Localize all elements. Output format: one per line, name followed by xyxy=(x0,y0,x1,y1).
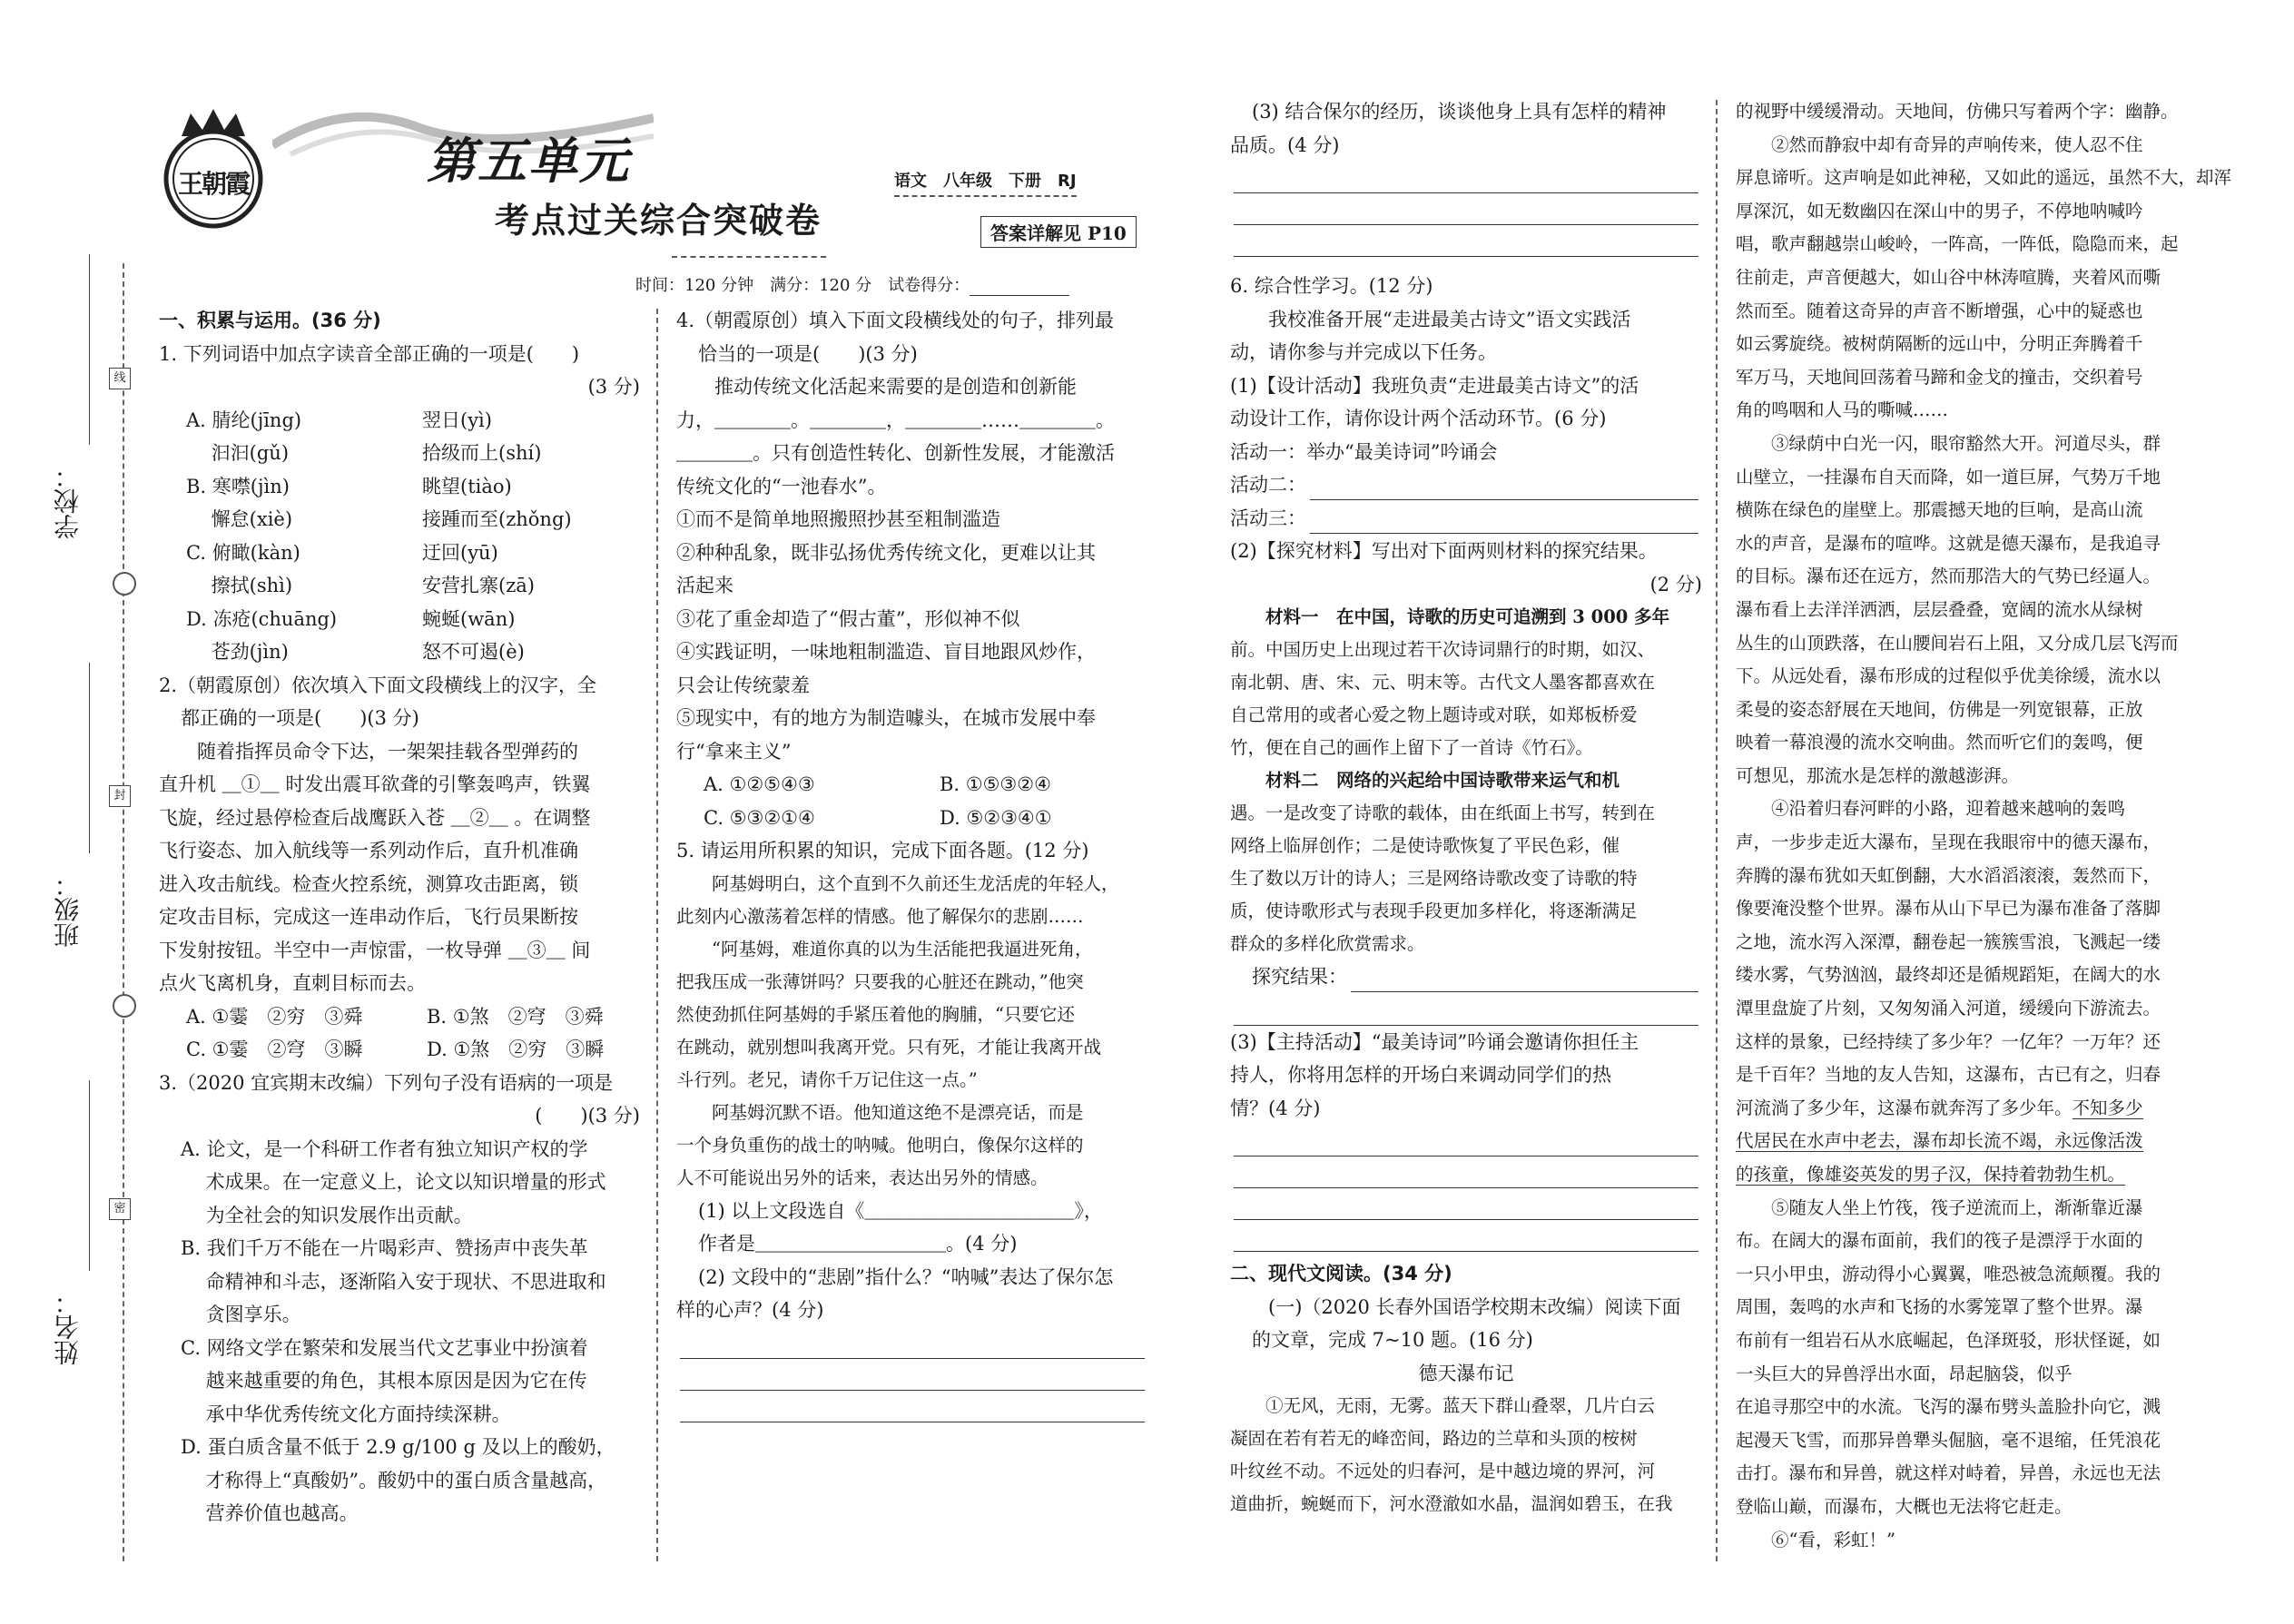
article-para-1 xyxy=(1230,1390,1702,1521)
excerpt-line: 斗行列。老兄，请你千万记住这一点。” xyxy=(676,1068,978,1090)
question-6-2: (2)【探究材料】写出对下面两则材料的探究结果。 xyxy=(1230,540,1658,562)
material-line: 生了数以万计的诗人；三是网络诗歌改变了诗歌的特 xyxy=(1230,868,1638,889)
answer-line[interactable] xyxy=(1234,1220,1698,1252)
option-row: 懈怠(xiè) 接踵而至(zhǒng) xyxy=(186,508,572,530)
question-6-intro: 我校准备开展“走进最美古诗文”语文实践活 xyxy=(1268,308,1631,330)
sentence-item: 活起来 xyxy=(676,575,733,596)
question-2-cont: 都正确的一项是( )(3 分) xyxy=(181,707,419,729)
option-row[interactable]: A. ①霎 ②穷 ③舜 B. ①煞 ②穹 ③舜 xyxy=(186,1005,604,1028)
reading-intro-cont: 的文章，完成 7~10 题。(16 分) xyxy=(1252,1329,1533,1351)
passage-line: 随着指挥员命令下达，一架架挂载各型弹药的 xyxy=(197,740,578,763)
article-line: 丛生的山顶跌落，在山腰间岩石上阻，又分成几层飞泻而 xyxy=(1736,632,2179,654)
question-5-1: (1) 以上文段选自《＿＿＿＿＿＿＿＿＿＿＿》， xyxy=(698,1199,1103,1222)
passage-line: 推动传统文化活起来需要的是创造和创新能 xyxy=(714,376,1077,398)
article-line: 唱，歌声翻越崇山峻岭，一阵高，一阵低，隐隐而来，起 xyxy=(1736,233,2179,255)
question-4-cont: 恰当的一项是( )(3 分) xyxy=(698,342,918,365)
option-row[interactable]: C. 俯瞰(kàn) 迂回(yū) xyxy=(186,541,498,564)
answer-line[interactable] xyxy=(1234,162,1698,193)
excerpt-line: 然使劲抓住阿基姆的手紧压着他的胸脯，“只要它还 xyxy=(676,1003,1075,1025)
option-line[interactable]: B. 我们千万不能在一片喝彩声、赞扬声中丧失革 xyxy=(181,1237,588,1259)
material-line: 网络上临屏创作；二是使诗歌恢复了平民色彩，催 xyxy=(1230,835,1620,856)
material-line: 群众的多样化欣赏需求。 xyxy=(1230,933,1425,954)
passage-line: 传统文化的“一池春水”。 xyxy=(676,475,887,497)
question-6: 6. 综合性学习。(12 分) xyxy=(1230,275,1433,297)
excerpt-line: 把我压成一张薄饼吗？只要我的心脏还在跳动，”他突 xyxy=(676,970,1084,992)
material-2 xyxy=(1230,764,1702,960)
option-row: 汩汩(gǔ) 拾级而上(shí) xyxy=(186,442,542,464)
material-line: 材料一 在中国，诗歌的历史可追溯到 3 000 多年 xyxy=(1265,606,1670,627)
sentence-item: 行“拿来主义” xyxy=(676,740,792,763)
option-row: 擦拭(shì) 安营扎寨(zā) xyxy=(186,575,535,596)
logo-emblem xyxy=(159,104,268,231)
side-mark-mi: 密 xyxy=(109,1198,131,1220)
option-line[interactable]: C. 网络文学在繁荣和发展当代文艺事业中扮演着 xyxy=(181,1336,588,1359)
option-line: 承中华优秀传统文化方面持续深耕。 xyxy=(181,1403,511,1425)
answer-line[interactable] xyxy=(1234,193,1698,225)
underlined-text: 代居民在水声中老去，瀑布却长流不竭，永远像活泼 xyxy=(1736,1130,2143,1152)
article-line: 军万马，天地间回荡着马蹄和金戈的撞击，交织着号 xyxy=(1736,366,2143,388)
excerpt-line: 阿基姆沉默不语。他知道这绝不是漂亮话，而是 xyxy=(712,1101,1084,1123)
question-5-2-cont: 样的心声？(4 分) xyxy=(676,1299,824,1321)
exam-info xyxy=(635,272,1069,296)
reading-intro: (一)（2020 长春外国语学校期末改编）阅读下面 xyxy=(1268,1295,1681,1318)
sentence-item: ①而不是简单地照搬照抄甚至粗制滥造 xyxy=(676,508,1000,530)
result-row xyxy=(1230,960,1702,994)
article-line: 缕水雾，气势汹汹，最终却还是循规蹈矩，在阔大的水 xyxy=(1736,964,2161,986)
question-6-1-cont: 动设计工作，请你设计两个活动环节。(6 分) xyxy=(1230,408,1607,429)
article-line: 映着一幕浪漫的流水交响曲。然而听它们的轰鸣，便 xyxy=(1736,732,2143,753)
article-line xyxy=(1736,1092,2271,1126)
article-line: 一头巨大的异兽浮出水面，昂起脑袋，似乎 xyxy=(1736,1363,2072,1384)
article-line: 布前有一组岩石从水底崛起，色泽斑驳，形状怪诞，如 xyxy=(1736,1329,2161,1351)
excerpt-line: 阿基姆明白，这个直到不久前还生龙活虎的年轻人， xyxy=(712,872,1119,894)
option-line[interactable]: D. 蛋白质含量不低于 2.9 g/100 g 及以上的酸奶， xyxy=(181,1436,615,1458)
question-6-3: (3)【主持活动】“最美诗词”吟诵会邀请你担任主 xyxy=(1230,1030,1639,1053)
section-heading: 一、积累与运用。(36 分) xyxy=(159,310,381,331)
excerpt-line: 一个身负重伤的战士的呐喊。他明白，像保尔这样的 xyxy=(676,1134,1084,1156)
side-class-label: 班级： xyxy=(53,871,83,948)
article-line: 之地，流水泻入深潭，翻卷起一簇簇雪浪，飞溅起一缕 xyxy=(1736,930,2161,952)
passage-line: 直升机 ＿①＿ 时发出震耳欲聋的引擎轰鸣声，铁翼 xyxy=(159,773,591,795)
option-line: 为全社会的知识发展作出贡献。 xyxy=(181,1204,473,1226)
passage-line: ＿＿＿＿。只有创造性转化、创新性发展，才能激活 xyxy=(676,442,1115,464)
activity-3-row xyxy=(1230,502,1702,536)
question-5-2: (2) 文段中的“悲剧”指什么？“呐喊”表达了保尔怎 xyxy=(698,1265,1114,1288)
material-1 xyxy=(1230,601,1702,764)
question-6-3-cont: 持人，你将用怎样的开场白来调动同学们的热 xyxy=(1230,1064,1611,1086)
option-line: 术成果。在一定意义上，论文以知识增量的形式 xyxy=(181,1171,606,1193)
result-label: 探究结果： xyxy=(1252,966,1347,988)
passage-line: 下发射按钮。半空中一声惊雷，一枚导弹 ＿③＿ 间 xyxy=(159,939,591,961)
article-line: 角的鸣咽和人马的嘶喊…… xyxy=(1736,399,1949,421)
material-line: 材料二 网络的兴起给中国诗歌带来运气和机 xyxy=(1265,770,1620,791)
activity-2-label: 活动二： xyxy=(1230,474,1306,496)
result-input[interactable] xyxy=(1351,960,1698,992)
article-line: 是千百年？当地的友人告知，这瀑布，古已有之，归春 xyxy=(1736,1064,2161,1086)
question-1-points: (3 分) xyxy=(587,376,640,398)
article-line: 一只小甲虫，游动得小心翼翼，唯恐被急流颠覆。我的 xyxy=(1736,1263,2161,1284)
activity-2-row xyxy=(1230,468,1702,502)
column-2 xyxy=(676,304,1148,1422)
passage-line: 点火飞离机身，直刺目标而去。 xyxy=(159,972,426,994)
article-line: ②然而静寂中却有奇异的声响传来，使人忍不住 xyxy=(1736,133,2143,155)
question-6-2-points: (2 分) xyxy=(1649,573,1702,595)
question-1: 1. 下列词语中加点字读音全部正确的一项是( ) xyxy=(159,342,580,365)
column-1 xyxy=(159,304,640,1530)
question-1-options xyxy=(159,404,640,669)
question-6-intro-cont: 动，请你参与并完成以下任务。 xyxy=(1230,341,1497,363)
option-line: 命精神和斗志，逐渐陷入安于现状、不思进取和 xyxy=(181,1270,606,1293)
article-text: 河流淌了多少年，这瀑布就奔泻了多少年。 xyxy=(1736,1097,2072,1118)
sentence-item: 只会让传统蒙羞 xyxy=(676,674,810,696)
article-line xyxy=(1736,1125,2271,1158)
material-line: 竹，便在自己的画作上留下了一首诗《竹石》。 xyxy=(1230,737,1593,758)
answer-line[interactable] xyxy=(1234,1156,1698,1188)
article-line: 柔曼的姿态舒展在天地间，仿佛是一列宽银幕，正放 xyxy=(1736,698,2143,720)
question-6-3-cont: 情？(4 分) xyxy=(1230,1097,1321,1119)
underlined-text: 的孩童，像雄姿英发的男子汉，保持着勃勃生机。 xyxy=(1736,1164,2126,1185)
article-line: 这样的景象，已经持续了多少年？一亿年？一万年？还 xyxy=(1736,1030,2161,1052)
sentence-item: ④实践证明，一味地粗制滥造、盲目地跟风炒作， xyxy=(676,641,1096,663)
excerpt-line: 在跳动，就别想叫我离开党。只有死，才能让我离开战 xyxy=(676,1036,1102,1058)
sentence-item: ⑤现实中，有的地方为制造噱头，在城市发展中奉 xyxy=(676,707,1096,729)
option-line: 越来越重要的角色，其根本原因是因为它在传 xyxy=(181,1370,587,1392)
question-2: 2.（朝霞原创）依次填入下面文段横线上的汉字，全 xyxy=(159,674,597,696)
option-row[interactable]: A. ①②⑤④③ B. ①⑤③②④ xyxy=(704,773,1051,795)
answer-line[interactable] xyxy=(680,1327,1145,1359)
option-row: 苍劲(jìn) 怒不可遏(è) xyxy=(186,641,525,663)
activity-1: 活动一：举办“最美诗词”吟诵会 xyxy=(1230,440,1498,463)
option-row[interactable]: C. ①霎 ②穹 ③瞬 D. ①煞 ②穷 ③瞬 xyxy=(186,1038,605,1060)
article-line: 布。在阔大的瀑布面前，我们的筏子是漂浮于水面的 xyxy=(1736,1230,2143,1252)
subtitle-underline xyxy=(672,256,826,258)
excerpt-line: 此刻内心激荡着怎样的情感。他了解保尔的悲剧…… xyxy=(676,905,1084,927)
answer-line[interactable] xyxy=(1234,1188,1698,1220)
article-line: 横陈在绿色的崖壁上。那震撼天地的巨响，是高山流 xyxy=(1736,499,2143,521)
article-line: 往前走，声音便越大，如山谷中林涛喧腾，夹着风而嘶 xyxy=(1736,266,2161,288)
option-row[interactable]: A. 腈纶(jīng) 翌日(yì) xyxy=(186,408,492,431)
side-mark-feng: 封 xyxy=(109,785,131,807)
question-5-1-cont: 作者是＿＿＿＿＿＿＿＿＿＿。(4 分) xyxy=(698,1233,1018,1255)
article-title: 德天瀑布记 xyxy=(1418,1362,1514,1384)
article-line: ⑥“看，彩虹！” xyxy=(1736,1529,1895,1550)
option-line: 营养价值也越高。 xyxy=(181,1502,359,1524)
article-line: 叶纹丝不动。不远处的归春河，是中越边境的界河，河 xyxy=(1230,1461,1656,1481)
article-line: 下。从远处看，瀑布形成的过程似乎优美徐缓，流水以 xyxy=(1736,665,2161,687)
option-row[interactable]: C. ⑤③②①④ D. ⑤②③④① xyxy=(704,806,1052,829)
passage-line: 进入攻击航线。检查火控系统，测算攻击距离，锁 xyxy=(159,872,578,895)
activity-2-input[interactable] xyxy=(1310,468,1698,500)
answer-line[interactable] xyxy=(1234,994,1698,1026)
novel-excerpt xyxy=(676,868,1148,1195)
exam-subtitle: 考点过关综合突破卷 xyxy=(495,200,822,241)
article-line: 瀑布看上去洋洋洒洒，层层叠叠，宽阔的流水从绿树 xyxy=(1736,598,2143,620)
option-line: 贪图享乐。 xyxy=(181,1304,301,1325)
material-line: 质，使诗歌形式与表现手段更加多样化，将逐渐满足 xyxy=(1230,901,1638,921)
question-4: 4.（朝霞原创）填入下面文段横线处的句子，排列最 xyxy=(676,310,1115,331)
article-line: 屏息谛听。这声响是如此神秘，又如此的遥远，虽然不大，却浑 xyxy=(1736,167,2232,189)
material-line: 自己常用的或者心爱之物上题诗或对联，如郑板桥爱 xyxy=(1230,704,1638,725)
exam-info-text: 时间：120 分钟 满分：120 分 试卷得分： xyxy=(635,276,970,295)
question-5-3: (3) 结合保尔的经历，谈谈他身上具有怎样的精神 xyxy=(1252,101,1667,123)
passage-line: 飞旋，经过悬停检查后战鹰跃入苍 ＿②＿ 。在调整 xyxy=(159,806,591,829)
option-line[interactable]: A. 论文，是一个科研工作者有独立知识产权的学 xyxy=(181,1137,588,1160)
binding-hole-icon xyxy=(113,572,136,595)
question-6-1: (1)【设计活动】我班负责“走进最美古诗文”的活 xyxy=(1230,374,1639,397)
question-3-cont: ( )(3 分) xyxy=(535,1105,640,1127)
material-line: 南北朝、唐、宋、元、明末等。古代文人墨客都喜欢在 xyxy=(1230,672,1656,693)
article-line: 潭里盘旋了片刻，又匆匆涌入河道，缓缓向下游流去。 xyxy=(1736,998,2161,1019)
material-line: 遇。一是改变了诗歌的载体，由在纸面上书写，转到在 xyxy=(1230,802,1656,823)
side-class-line xyxy=(89,663,90,853)
answer-line[interactable] xyxy=(680,1359,1145,1391)
meta-tag: 语文 八年级 下册 RJ xyxy=(894,168,1077,197)
answer-reference: 答案详解见 P10 xyxy=(980,216,1137,248)
unit-title: 第五单元 xyxy=(427,133,630,190)
passage-line: 定攻击目标，完成这一连串动作后，飞行员果断按 xyxy=(159,906,578,928)
column-divider xyxy=(1716,100,1718,1561)
article-line: 然而至。随着这奇异的声音不断增强，心中的疑惑也 xyxy=(1736,300,2143,321)
side-school-label: 学校： xyxy=(53,463,83,539)
option-row[interactable]: B. 寒噤(jìn) 眺望(tiào) xyxy=(186,475,512,497)
logo-text: 王朝霞 xyxy=(177,169,249,199)
excerpt-line: 人不可能说出另外的话来，表达出另外的情感。 xyxy=(676,1166,1049,1188)
section-heading: 二、现代文阅读。(34 分) xyxy=(1230,1263,1452,1284)
article-line: 的视野中缓缓滑动。天地间，仿佛只写着两个字：幽静。 xyxy=(1736,101,2179,122)
answer-line[interactable] xyxy=(1234,1125,1698,1156)
article-line: 可想见，那流水是怎样的激越澎湃。 xyxy=(1736,764,2020,786)
passage-line: 力，＿＿＿＿。＿＿＿＿，＿＿＿＿……＿＿＿＿。 xyxy=(676,408,1115,431)
article-line: 水的声音，是瀑布的喧哗。这就是德天瀑布，是我追寻 xyxy=(1736,532,2161,554)
activity-3-input[interactable] xyxy=(1310,502,1698,534)
article-line: 奔腾的瀑布犹如天虹倒翻，大水滔滔滚滚，轰然而下， xyxy=(1736,864,2161,886)
activity-3-label: 活动三： xyxy=(1230,507,1306,529)
binding-margin-line xyxy=(123,263,124,1561)
excerpt-line: “阿基姆，难道你真的以为生活能把我逼进死角， xyxy=(712,938,1093,960)
side-mark-xian: 线 xyxy=(109,368,131,389)
article-line: ③绿荫中白光一闪，眼帘豁然大开。河道尽头，群 xyxy=(1736,432,2161,454)
question-3: 3.（2020 宜宾期末改编）下列句子没有语病的一项是 xyxy=(159,1071,614,1094)
article-line: 如云雾旋绕。被树荫隔断的远山中，分明正奔腾着千 xyxy=(1736,333,2143,355)
side-name-label: 姓名： xyxy=(53,1289,83,1365)
article-line: 像要淹没整个世界。瀑布从山下早已为瀑布准备了落脚 xyxy=(1736,898,2161,920)
option-row[interactable]: D. 冻疮(chuāng) 蜿蜒(wān) xyxy=(186,607,516,630)
underlined-text: 不知多少 xyxy=(2072,1097,2143,1118)
question-5-3-cont: 品质。(4 分) xyxy=(1230,133,1340,156)
article-line: 的目标。瀑布还在远方，然而那浩大的气势已经逼人。 xyxy=(1736,566,2161,587)
article-line: 登临山巅，而瀑布，大概也无法将它赶走。 xyxy=(1736,1495,2072,1517)
article-line xyxy=(1736,1158,2271,1192)
option-line: 才称得上“真酸奶”。酸奶中的蛋白质含量越高， xyxy=(181,1469,607,1491)
article-line: 击打。瀑布和异兽，就这样对峙着，异兽，永远也无法 xyxy=(1736,1462,2161,1484)
article-line: ①无风，无雨，无雾。蓝天下群山叠翠，几片白云 xyxy=(1265,1395,1656,1416)
article-line: 山壁立，一挂瀑布自天而降，如一道巨屏，气势万千地 xyxy=(1736,466,2161,487)
article-line: 声，一步步走近大瀑布，呈现在我眼帘中的德天瀑布， xyxy=(1736,832,2161,853)
answer-line[interactable] xyxy=(680,1391,1145,1422)
article-line: ⑤随友人坐上竹筏，筏子逆流而上，渐渐靠近瀑 xyxy=(1736,1196,2143,1218)
article-line: ④沿着归春河畔的小路，迎着越来越响的轰鸣 xyxy=(1736,798,2126,820)
answer-line[interactable] xyxy=(1234,225,1698,257)
binding-hole-icon xyxy=(113,994,136,1018)
article-line: 道曲折，蜿蜒而下，河水澄澈如水晶，温润如碧玉，在我 xyxy=(1230,1493,1673,1514)
sentence-item: ③花了重金却造了“假古董”，形似神不似 xyxy=(676,607,1020,630)
material-line: 前。中国历史上出现过若干次诗词鼎行的时期，如汉、 xyxy=(1230,639,1656,660)
score-blank[interactable] xyxy=(970,277,1069,296)
passage-line: 飞行姿态、加入航线等一系列动作后，直升机准确 xyxy=(159,840,578,861)
article-line: 起漫天飞雪，而那异兽犟头倔脑，毫不退缩，任凭浪花 xyxy=(1736,1429,2161,1451)
side-name-line xyxy=(89,1080,90,1271)
sentence-item: ②种种乱象，既非弘扬优秀传统文化，更难以让其 xyxy=(676,541,1096,564)
question-5: 5. 请运用所积累的知识，完成下面各题。(12 分) xyxy=(676,840,1089,861)
column-4 xyxy=(1736,95,2271,1557)
article-line: 在追寻那空中的水流。飞泻的瀑布劈头盖脸扑向它，溅 xyxy=(1736,1396,2161,1418)
column-divider xyxy=(656,309,658,1561)
column-3 xyxy=(1230,95,1702,1521)
side-school-line xyxy=(89,254,90,445)
article-line: 周围，轰鸣的水声和飞扬的水雾笼罩了整个世界。瀑 xyxy=(1736,1296,2143,1318)
article-line: 凝固在若有若无的峰峦间，路边的兰草和头顶的桉树 xyxy=(1230,1428,1638,1449)
article-line: 厚深沉，如无数幽囚在深山中的男子，不停地呐喊吟 xyxy=(1736,200,2143,221)
